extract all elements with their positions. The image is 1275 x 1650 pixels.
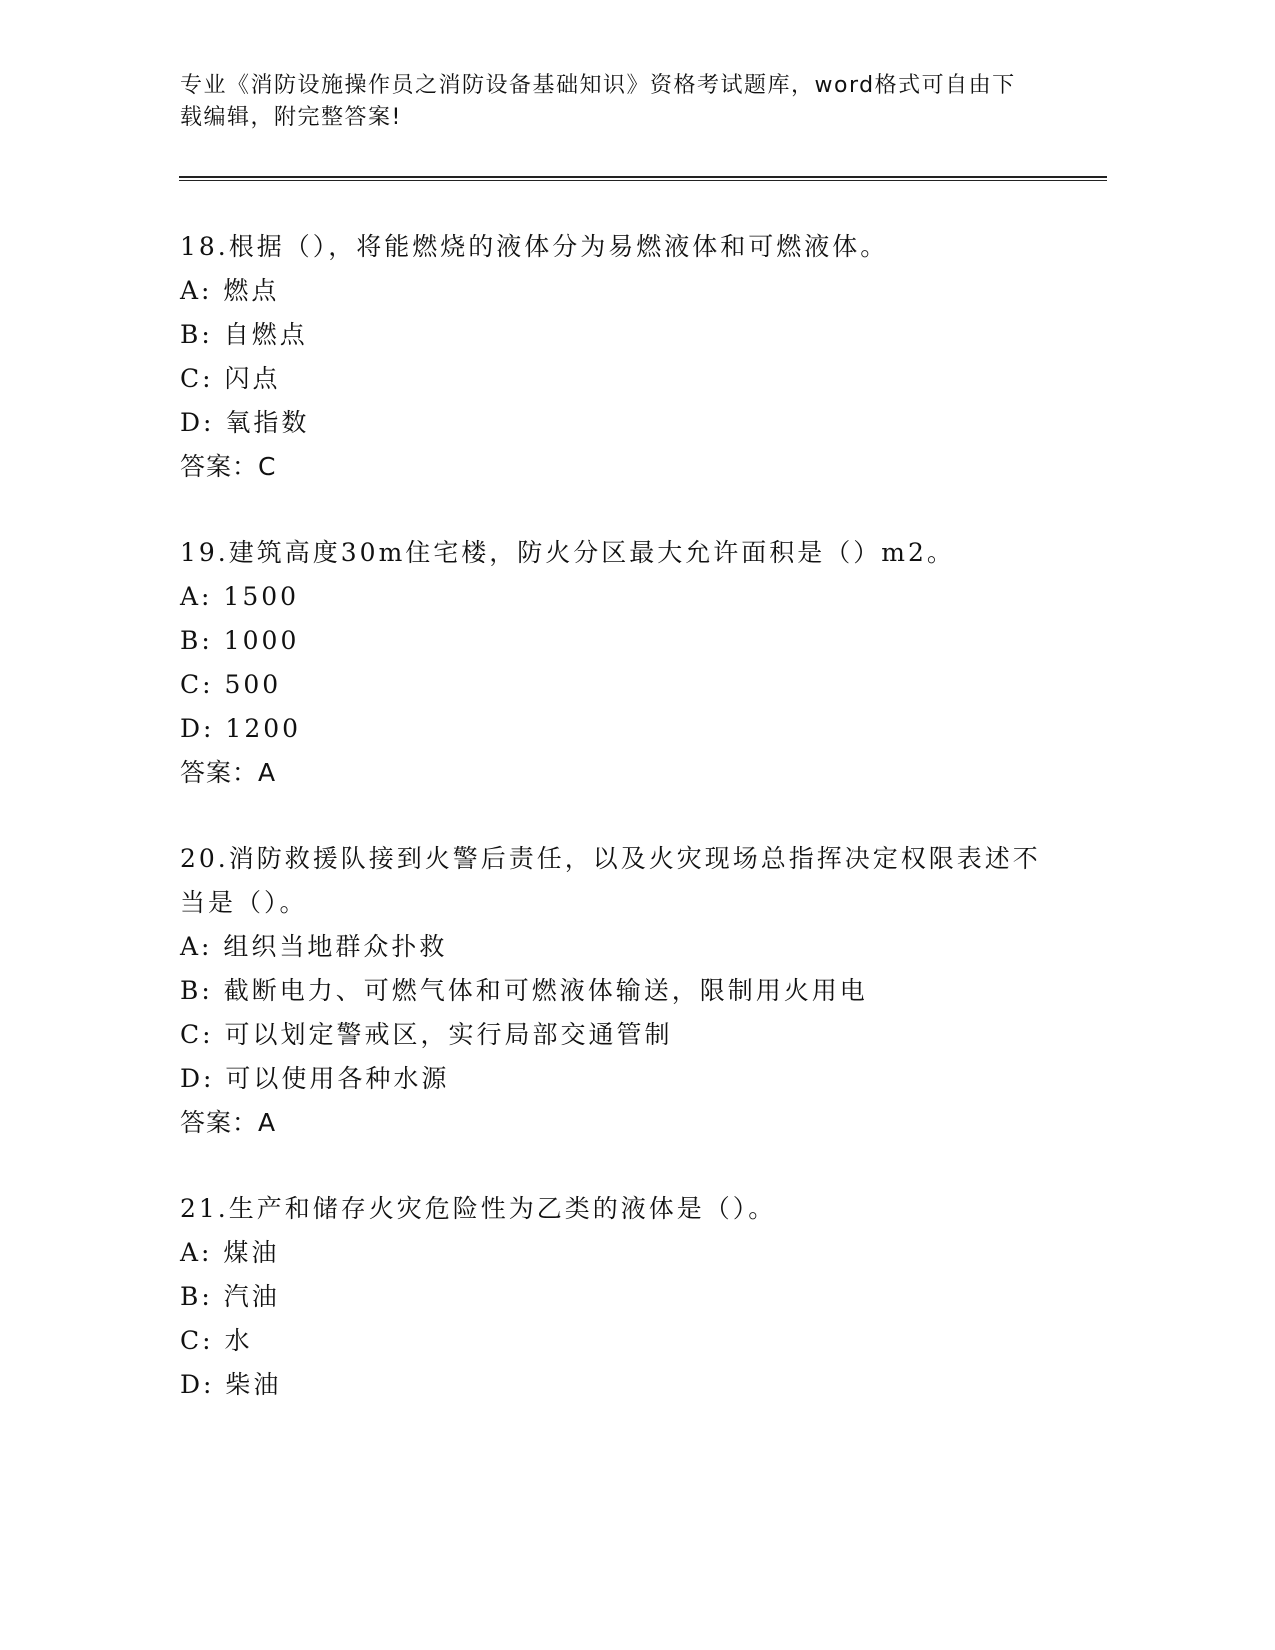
option-d: D: 柴油 bbox=[180, 1370, 282, 1399]
question-20 bbox=[180, 837, 1060, 1145]
answer-text: 答案：A bbox=[180, 1108, 277, 1137]
question-text: 20.消防救援队接到火警后责任，以及火灾现场总指挥决定权限表述不当是（）。 bbox=[180, 844, 1041, 917]
question-21 bbox=[180, 1187, 1060, 1407]
question-text: 21.生产和储存火灾危险性为乙类的液体是（）。 bbox=[180, 1194, 777, 1223]
option-a: A: 组织当地群众扑救 bbox=[180, 932, 448, 961]
option-a: A: 煤油 bbox=[180, 1238, 280, 1267]
document-header bbox=[180, 70, 1060, 134]
option-d: D: 1200 bbox=[180, 714, 302, 743]
option-a: A: 1500 bbox=[180, 582, 300, 611]
question-19 bbox=[180, 531, 1060, 795]
answer-text: 答案：C bbox=[180, 452, 277, 481]
question-list bbox=[180, 225, 1060, 1449]
question-text: 19.建筑高度30m住宅楼，防火分区最大允许面积是（）m2。 bbox=[180, 538, 955, 567]
option-c: C: 水 bbox=[180, 1326, 253, 1355]
option-c: C: 可以划定警戒区，实行局部交通管制 bbox=[180, 1020, 673, 1049]
question-text: 18.根据（），将能燃烧的液体分为易燃液体和可燃液体。 bbox=[180, 232, 889, 261]
option-b: B: 汽油 bbox=[180, 1282, 280, 1311]
header-divider bbox=[179, 176, 1107, 181]
header-line-1: 专业《消防设施操作员之消防设备基础知识》资格考试题库，word格式可自由下 bbox=[180, 73, 1016, 98]
option-c: C: 闪点 bbox=[180, 364, 281, 393]
header-line-2: 载编辑，附完整答案! bbox=[180, 105, 402, 130]
option-b: B: 1000 bbox=[180, 626, 300, 655]
option-c: C: 500 bbox=[180, 670, 282, 699]
option-d: D: 氧指数 bbox=[180, 408, 310, 437]
option-d: D: 可以使用各种水源 bbox=[180, 1064, 450, 1093]
option-a: A: 燃点 bbox=[180, 276, 280, 305]
question-18 bbox=[180, 225, 1060, 489]
answer-text: 答案：A bbox=[180, 758, 277, 787]
option-b: B: 截断电力、可燃气体和可燃液体输送，限制用火用电 bbox=[180, 976, 868, 1005]
option-b: B: 自燃点 bbox=[180, 320, 308, 349]
